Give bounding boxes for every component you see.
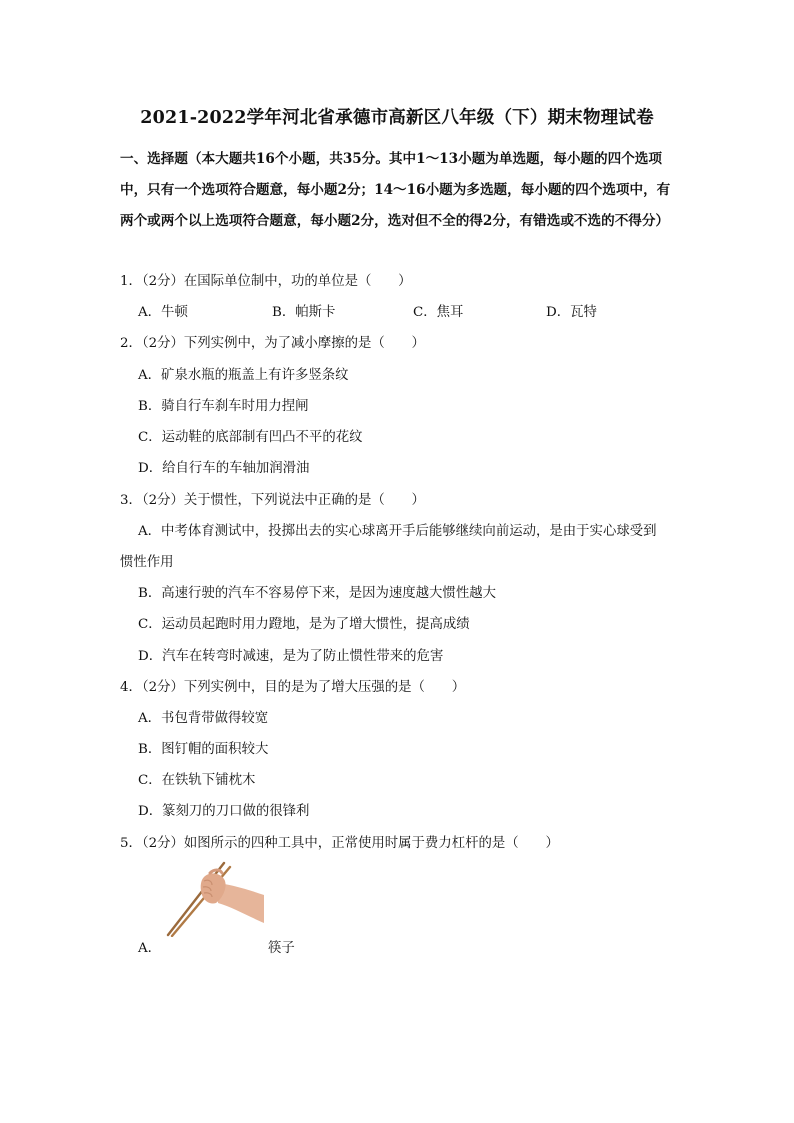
question-1-option-d: D．瓦特 [546,305,597,320]
question-3-stem: 3．（2分）关于惯性，下列说法中正确的是（ ） [120,493,425,508]
page-title: 2021-2022学年河北省承德市高新区八年级（下）期末物理试卷 [140,108,654,128]
question-2-stem: 2．（2分）下列实例中，为了减小摩擦的是（ ） [120,336,425,351]
question-4-option-d: D．篆刻刀的刀口做的很锋利 [138,804,310,819]
question-4-option-b: B．图钉帽的面积较大 [138,742,269,757]
question-2-option-c: C．运动鞋的底部制有凹凸不平的花纹 [138,430,363,445]
question-4-option-a: A．书包背带做得较宽 [138,711,269,726]
chopsticks-hand-illustration [166,861,264,937]
question-5-option-a-label: A． [138,941,162,956]
question-2-option-d: D．给自行车的车轴加润滑油 [138,461,310,476]
question-2-option-b: B．骑自行车刹车时用力捏闸 [138,399,309,414]
question-1-option-c: C．焦耳 [413,305,464,320]
question-3-option-a: A．中考体育测试中，投掷出去的实心球离开手后能够继续向前运动，是由于实心球受到 [138,524,657,539]
question-5-option-a-caption: 筷子 [268,941,295,956]
section-heading: 一、选择题（本大题共16个小题，共35分。其中1～13小题为单选题，每小题的四个选项中，只有一个选项符合题意，每小题2分；14～16小题为多选题，每小题的四个选项中，有两个或两个以上选项符合题意，每小题2分，选对但不全的得2分，有错选或不选的不得分） [120,151,671,229]
question-2-option-a: A．矿泉水瓶的瓶盖上有许多竖条纹 [138,368,349,383]
question-1-option-a: A．牛顿 [138,305,188,320]
question-4-option-c: C．在铁轨下铺枕木 [138,773,256,788]
question-3-option-b: B．高速行驶的汽车不容易停下来，是因为速度越大惯性越大 [138,586,496,601]
question-1-option-b: B．帕斯卡 [272,305,336,320]
question-3-option-c: C．运动员起跑时用力蹬地，是为了增大惯性，提高成绩 [138,617,470,632]
question-3-option-a-continued: 惯性作用 [120,555,174,570]
question-5-stem: 5．（2分）如图所示的四种工具中，正常使用时属于费力杠杆的是（ ） [120,836,559,851]
question-1-stem: 1．（2分）在国际单位制中，功的单位是（ ） [120,274,412,289]
chopsticks-icon [166,861,264,937]
question-3-option-d: D．汽车在转弯时减速，是为了防止惯性带来的危害 [138,649,444,664]
question-4-stem: 4．（2分）下列实例中，目的是为了增大压强的是（ ） [120,680,466,695]
